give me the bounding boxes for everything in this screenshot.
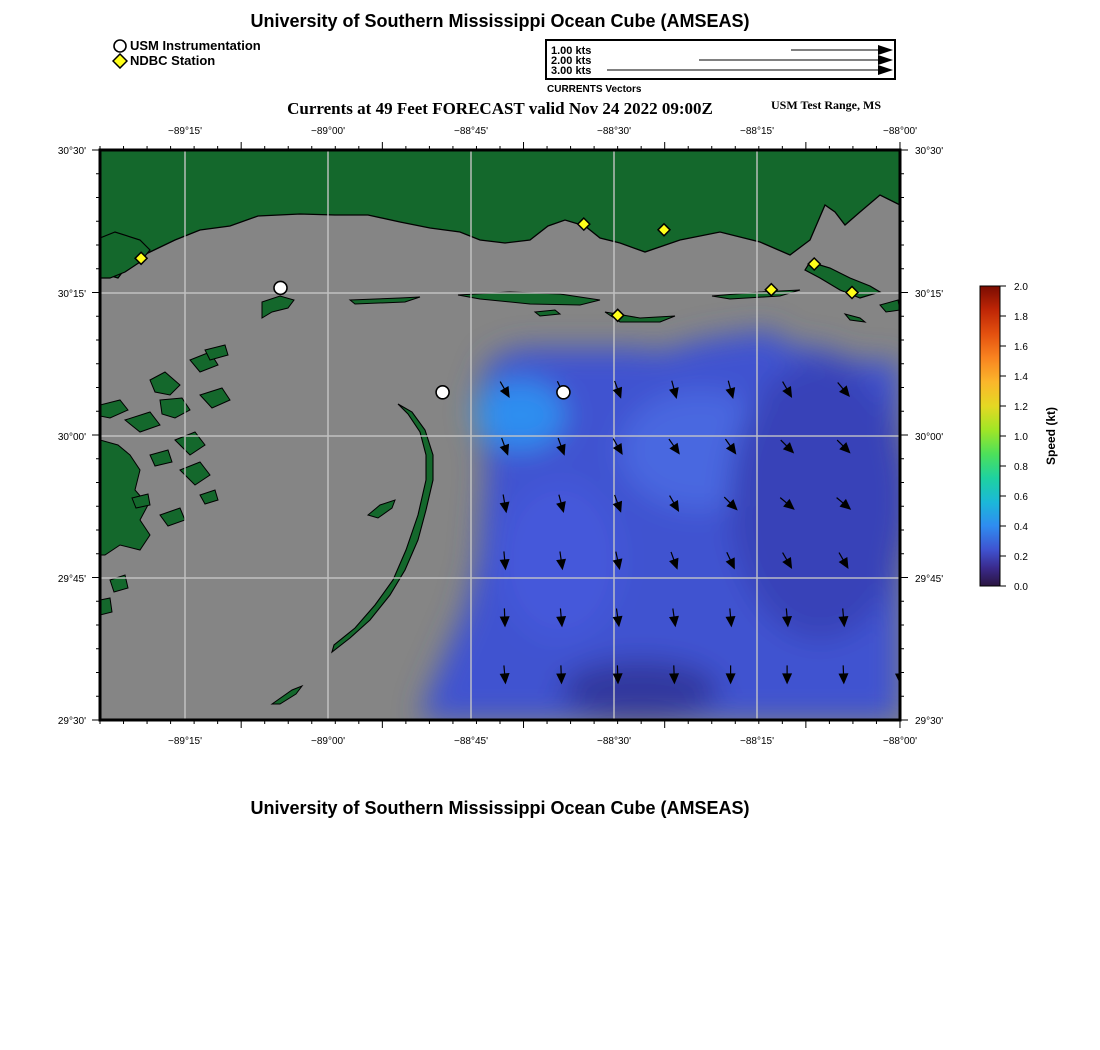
colorbar-tick-label: 0.4 [1014,522,1028,533]
lat-tick-left-2: 30°15' [57,289,86,300]
lat-tick-right-1: 30°30' [915,146,944,157]
vector-scale-2: 2.00 kts [551,55,592,67]
lon-tick-top-2: −89°00' [311,126,345,137]
usm-station-2 [436,386,449,399]
colorbar-tick-label: 1.0 [1014,432,1028,443]
current-speed-field [420,330,910,720]
lon-tick-top-6: −88°00' [883,126,917,137]
lon-tick-bottom-4: −88°30' [597,736,631,747]
lon-tick-labels-top [168,126,917,137]
lon-tick-top-5: −88°15' [740,126,774,137]
lat-tick-labels-left [58,146,86,727]
lon-tick-bottom-1: −89°15' [168,736,202,747]
lon-tick-top-3: −88°45' [454,126,488,137]
map-subtitle: Currents at 49 Feet FORECAST valid Nov 24 2022 09:00Z [287,99,713,118]
lat-tick-right-2: 30°15' [915,289,944,300]
usm-station-1 [274,281,287,294]
lon-tick-labels-bottom [168,736,917,747]
region-label: USM Test Range, MS [771,98,882,112]
lon-tick-bottom-6: −88°00' [883,736,917,747]
colorbar-tick-label: 0.2 [1014,552,1028,563]
lat-tick-right-4: 29°45' [915,574,944,585]
colorbar-tick-label: 0.8 [1014,462,1028,473]
page-title: University of Southern Mississippi Ocean Cube (AMSEAS) [250,11,750,31]
footer-title: University of Southern Mississippi Ocean Cube (AMSEAS) [250,798,750,818]
colorbar-gradient [980,286,1000,586]
colorbar-tick-label: 1.4 [1014,372,1028,383]
colorbar-tick-label: 1.8 [1014,312,1028,323]
lat-tick-left-1: 30°30' [57,146,86,157]
colorbar-tick-label: 0.0 [1014,582,1028,593]
usm-station-3 [557,386,570,399]
lon-tick-bottom-3: −88°45' [454,736,488,747]
colorbar-tick-label: 0.6 [1014,492,1028,503]
lat-tick-left-4: 29°45' [57,574,86,585]
lon-tick-top-1: −89°15' [168,126,202,137]
vector-legend-caption: CURRENTS Vectors [547,84,642,95]
usm-legend-label: USM Instrumentation [130,38,261,53]
lat-tick-left-3: 30°00' [57,432,86,443]
speed-colorbar [980,282,1058,593]
colorbar-label: Speed (kt) [1044,406,1058,466]
lat-tick-right-5: 29°30' [915,716,944,727]
lat-tick-left-5: 29°30' [57,716,86,727]
lon-tick-top-4: −88°30' [597,126,631,137]
lon-tick-bottom-5: −88°15' [740,736,774,747]
lat-tick-labels-right [915,146,943,727]
ndbc-legend-label: NDBC Station [130,53,216,68]
colorbar-tick-label: 1.2 [1014,402,1028,413]
colorbar-tick-label: 1.6 [1014,342,1028,353]
vector-scale-1: 1.00 kts [551,45,592,57]
vector-scale-3: 3.00 kts [551,65,592,77]
colorbar-tick-label: 2.0 [1014,282,1028,293]
lat-tick-right-3: 30°00' [915,432,944,443]
colorbar-ticks [1000,282,1028,593]
lon-tick-bottom-2: −89°00' [311,736,345,747]
